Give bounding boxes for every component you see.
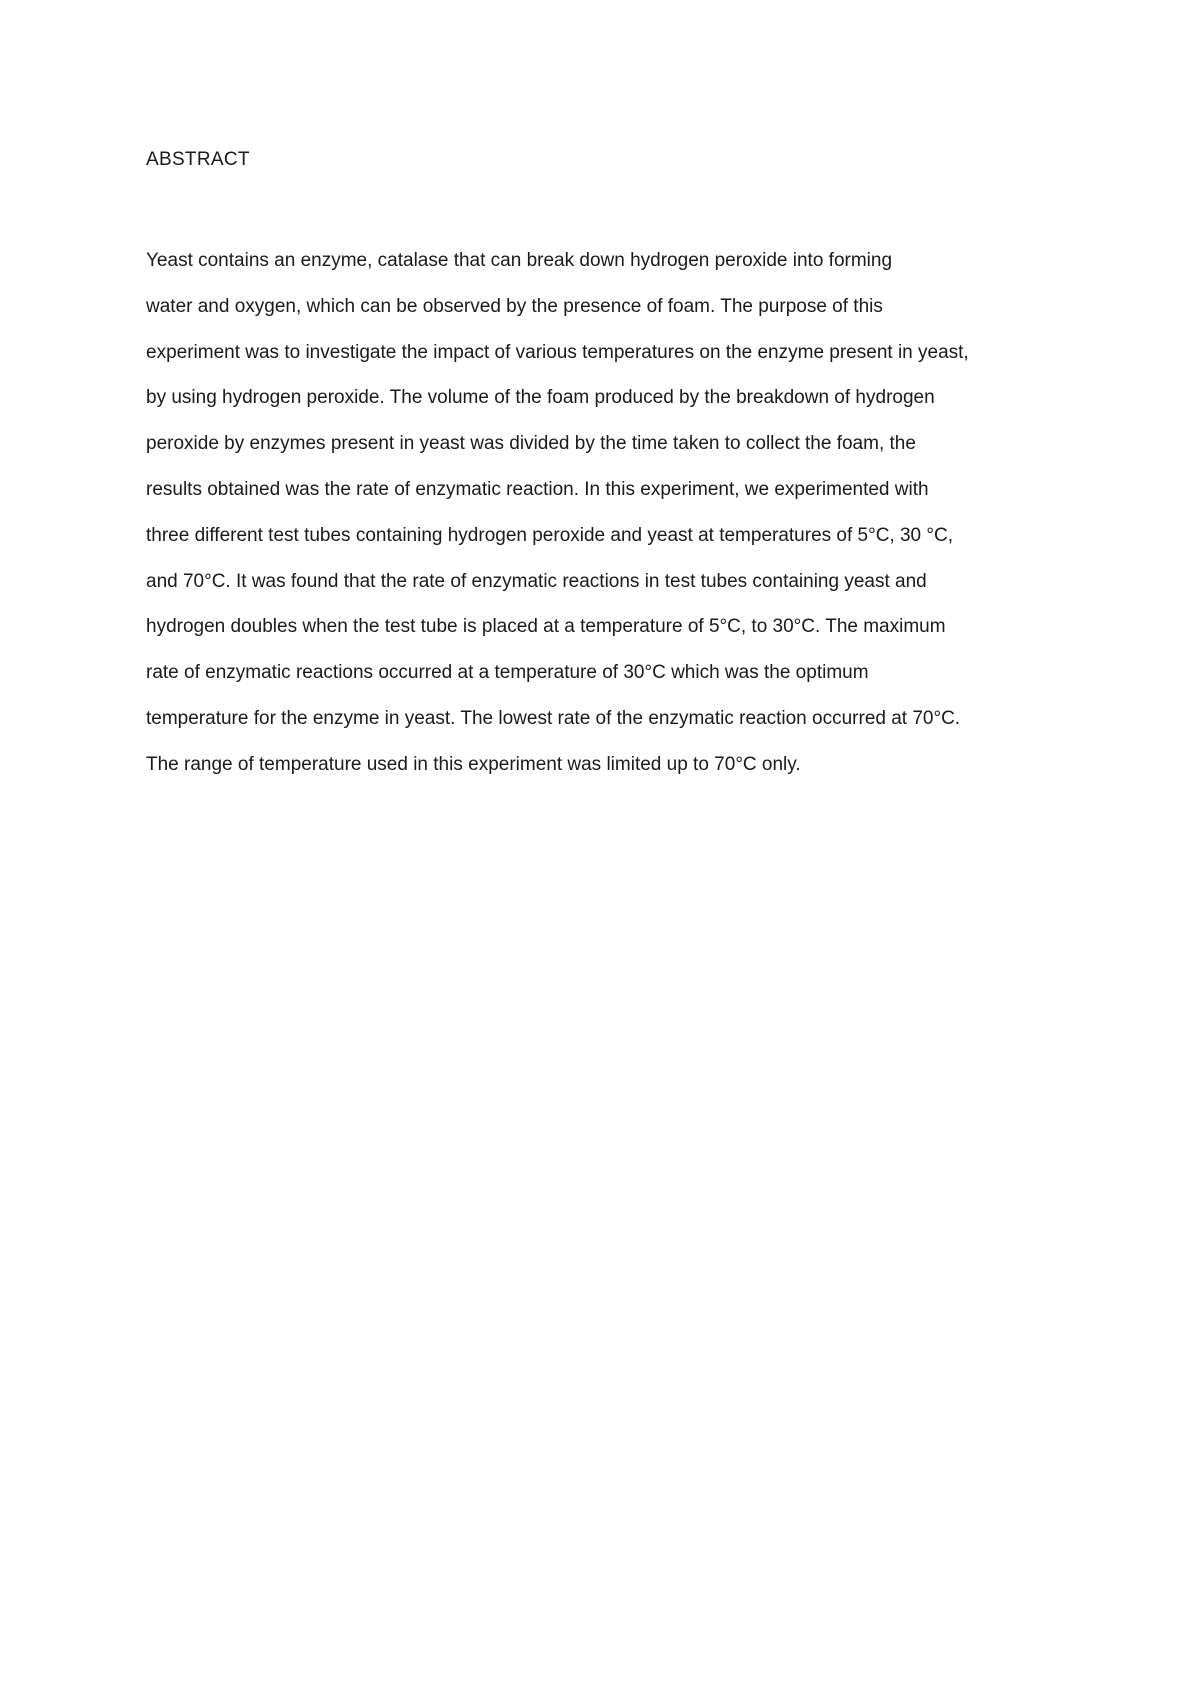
abstract-line: hydrogen doubles when the test tube is placed at a temperature of 5°C, to 30°C. The maximum [146, 616, 946, 638]
abstract-line: water and oxygen, which can be observed by the presence of foam. The purpose of this [146, 295, 883, 317]
abstract-line: rate of enzymatic reactions occurred at a temperature of 30°C which was the optimum [146, 662, 869, 684]
abstract-line: results obtained was the rate of enzymatic reaction. In this experiment, we experimented with [146, 478, 929, 500]
abstract-line: Yeast contains an enzyme, catalase that can break down hydrogen peroxide into forming [146, 250, 893, 271]
abstract-line: The range of temperature used in this experiment was limited up to 70°C only. [146, 753, 801, 775]
abstract-heading: ABSTRACT [146, 149, 250, 170]
abstract-body [146, 238, 1086, 788]
abstract-line: and 70°C. It was found that the rate of enzymatic reactions in test tubes containing yeast and [146, 570, 927, 592]
abstract-line: peroxide by enzymes present in yeast was divided by the time taken to collect the foam, the [146, 433, 916, 455]
abstract-line: three different test tubes containing hydrogen peroxide and yeast at temperatures of 5°C, 30 °C, [146, 524, 953, 546]
abstract-line: temperature for the enzyme in yeast. The lowest rate of the enzymatic reaction occurred at 70°C. [146, 707, 961, 729]
abstract-line: by using hydrogen peroxide. The volume of the foam produced by the breakdown of hydrogen [146, 387, 935, 409]
abstract-line: experiment was to investigate the impact of various temperatures on the enzyme present in yeast, [146, 341, 969, 363]
